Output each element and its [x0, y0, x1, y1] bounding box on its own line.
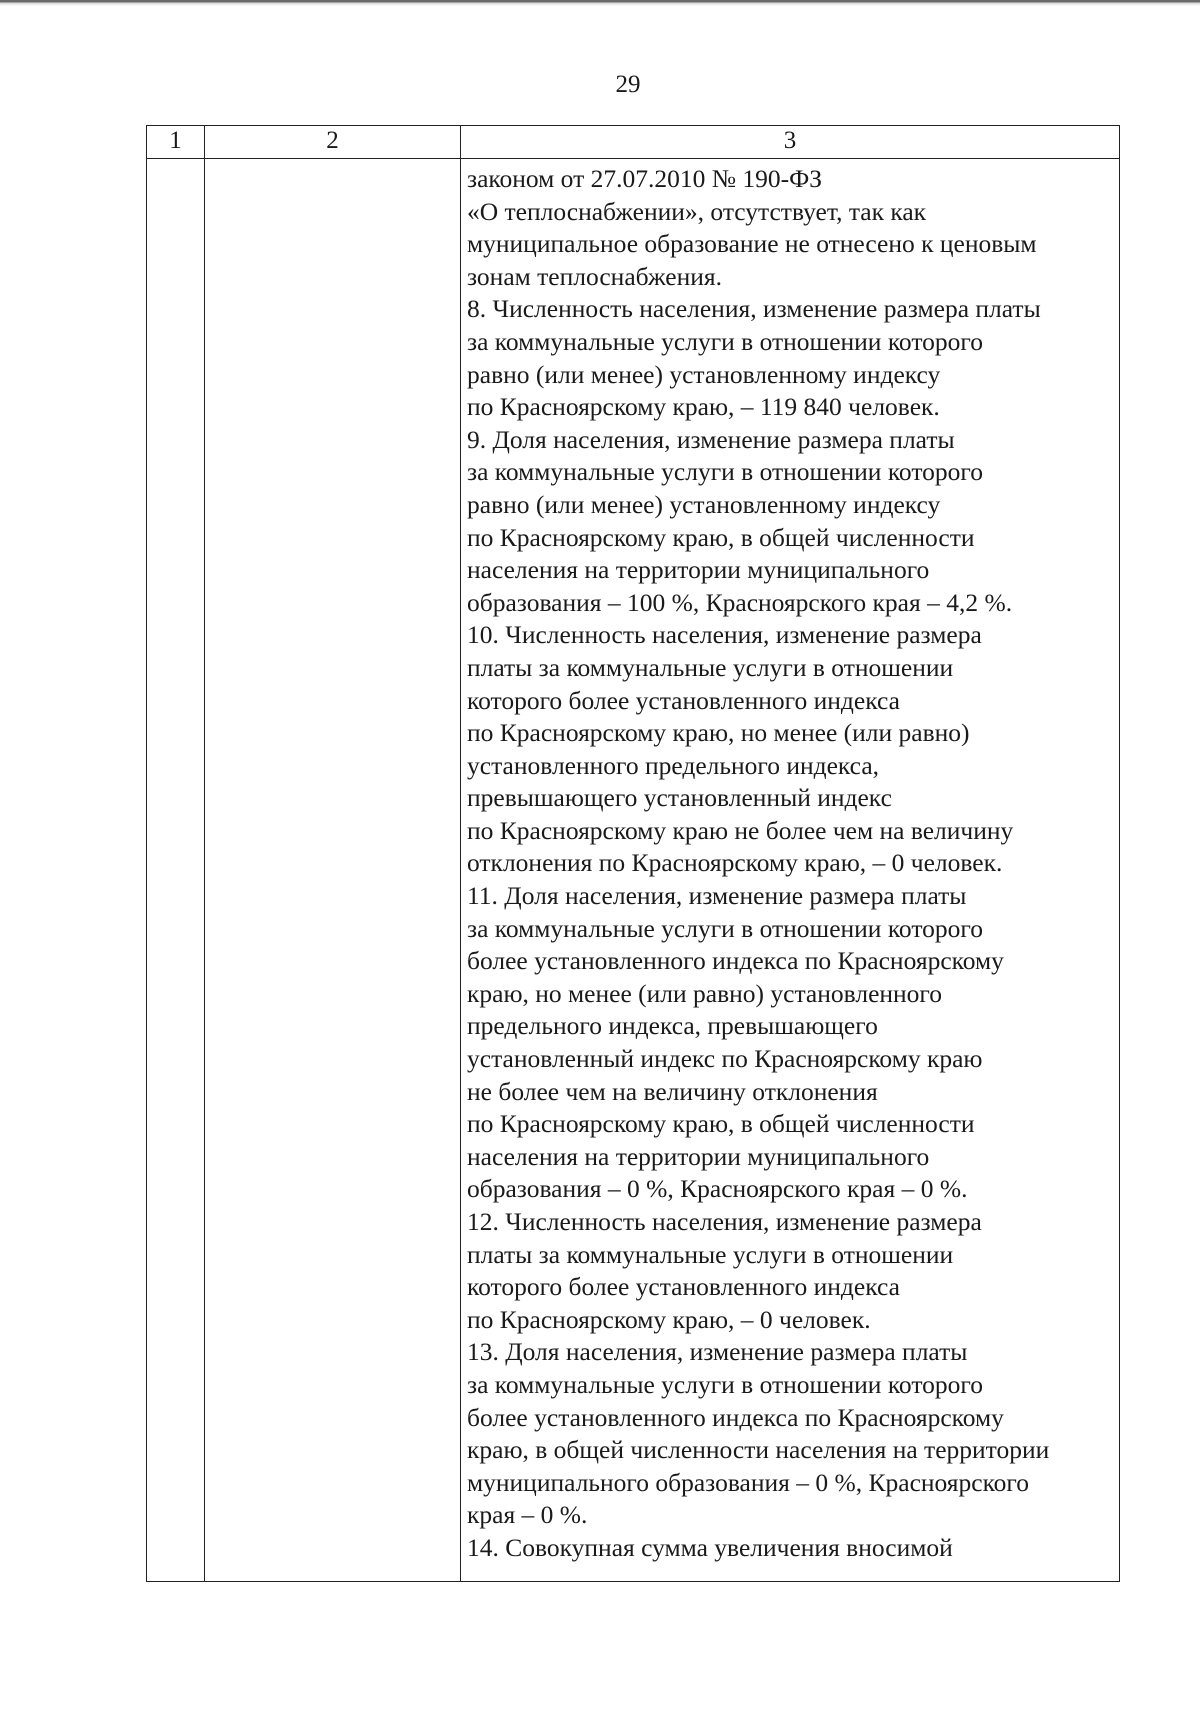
text-line: равно (или менее) установленному индексу [467, 489, 941, 519]
text-line: по Красноярскому краю, в общей численности [467, 1109, 975, 1139]
cell-col-3 [461, 159, 1120, 1582]
text-line: 8. Численность населения, изменение размера платы [467, 294, 1041, 324]
text-line: муниципальное образование не отнесено к ценовым [467, 229, 1037, 259]
text-line: которого более установленного индекса [467, 685, 900, 715]
text-line: платы за коммунальные услуги в отношении [467, 652, 954, 682]
table-row [147, 159, 1120, 1582]
text-line: которого более установленного индекса [467, 1272, 900, 1302]
content-text-block [467, 163, 1115, 1565]
text-line: по Красноярскому краю не более чем на величину [467, 815, 1014, 845]
text-line: 9. Доля населения, изменение размера платы [467, 424, 955, 454]
text-line: за коммунальные услуги в отношении которого [467, 1369, 983, 1399]
text-line: населения на территории муниципального [467, 1141, 930, 1171]
text-line: образования – 100 %, Красноярского края – 4,2 %. [467, 587, 1013, 617]
text-line: более установленного индекса по Красноярскому [467, 946, 1004, 976]
text-line: равно (или менее) установленному индексу [467, 359, 941, 389]
text-line: 10. Численность населения, изменение размера [467, 620, 982, 650]
text-line: превышающего установленный индекс [467, 783, 892, 813]
text-line: отклонения по Красноярскому краю, – 0 человек. [467, 848, 1003, 878]
scan-top-edge [0, 0, 1200, 6]
text-line: за коммунальные услуги в отношении которого [467, 457, 983, 487]
text-line: «О теплоснабжении», отсутствует, так как [467, 196, 927, 226]
column-header-3: 3 [461, 126, 1120, 159]
text-line: муниципального образования – 0 %, Красноярского [467, 1467, 1030, 1497]
text-line: краю, но менее (или равно) установленного [467, 978, 942, 1008]
text-line: по Красноярскому краю, но менее (или равно) [467, 718, 970, 748]
page-number: 29 [615, 71, 641, 98]
text-line: не более чем на величину отклонения [467, 1076, 878, 1106]
text-line: более установленного индекса по Красноярскому [467, 1402, 1004, 1432]
text-line: 12. Численность населения, изменение размера [467, 1207, 982, 1236]
text-line: платы за коммунальные услуги в отношении [467, 1239, 954, 1269]
text-line: краю, в общей численности населения на территории [467, 1435, 1050, 1465]
text-line: законом от 27.07.2010 № 190-ФЗ [467, 164, 823, 193]
document-table [146, 125, 1120, 1582]
text-line: 14. Совокупная сумма увеличения вносимой [467, 1532, 953, 1562]
text-line: установленный индекс по Красноярскому краю [467, 1044, 983, 1074]
text-line: зонам теплоснабжения. [467, 261, 722, 291]
text-line: образования – 0 %, Красноярского края – 0 %. [467, 1174, 968, 1204]
text-line: населения на территории муниципального [467, 555, 930, 585]
cell-col-2 [205, 159, 461, 1582]
text-line: по Красноярскому краю, в общей численности [467, 522, 975, 552]
text-line: по Красноярскому краю, – 119 840 человек. [467, 392, 940, 422]
text-line: за коммунальные услуги в отношении которого [467, 326, 983, 356]
text-line: по Красноярскому краю, – 0 человек. [467, 1304, 871, 1334]
column-header-1: 1 [147, 126, 205, 159]
text-line: 11. Доля населения, изменение размера платы [467, 881, 967, 911]
text-line: установленного предельного индекса, [467, 750, 880, 780]
text-line: края – 0 %. [467, 1500, 588, 1530]
cell-col-1 [147, 159, 205, 1582]
text-line: предельного индекса, превышающего [467, 1011, 878, 1041]
table-header-row [147, 126, 1120, 159]
text-line: за коммунальные услуги в отношении которого [467, 913, 983, 943]
column-header-2: 2 [205, 126, 461, 159]
text-line: 13. Доля населения, изменение размера платы [467, 1337, 968, 1367]
